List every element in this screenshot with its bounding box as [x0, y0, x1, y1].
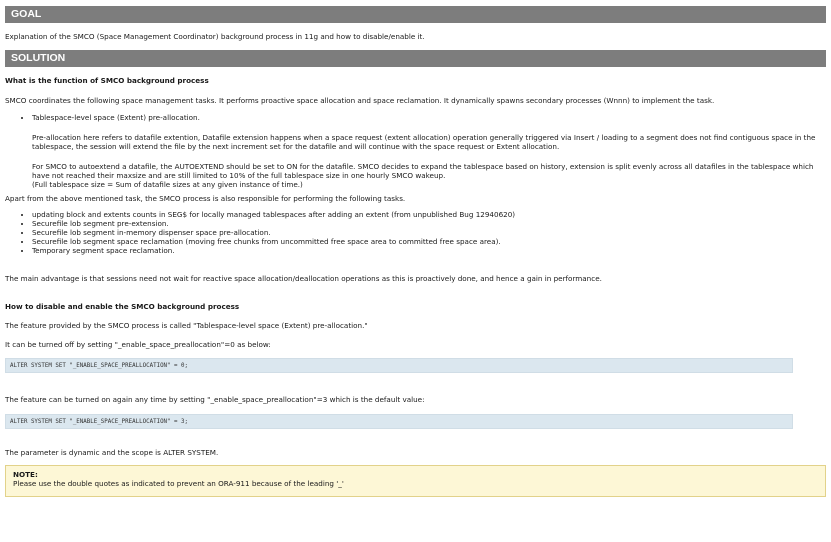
feature-text: The feature provided by the SMCO process is called "Tablespace-level space (Extent) pre-allocation." [5, 321, 368, 330]
solution-heading: SOLUTION [5, 50, 826, 67]
function-heading: What is the function of SMCO background process [5, 76, 209, 85]
list-item: • Securefile lob segment space reclamation (moving free chunks from uncommitted free space area to committed free space area). [32, 237, 826, 246]
goal-text: Explanation of the SMCO (Space Management Coordinator) background process in 11g and how to disable/enable it. [5, 32, 425, 41]
note-box [5, 465, 826, 497]
note-text: Please use the double quotes as indicated to prevent an ORA-911 because of the leading '_' [13, 479, 344, 488]
autoextend-paragraph: For SMCO to autoextend a datafile, the AUTOEXTEND should be set to ON for the datafile. SMCO decides to expand the tablespace based on history, extension is split evenly across all datafiles in the tablespace which have not reached their maxsize and are still limited to 10% of the full tablespace size in one hourly SMCO wakeup. [32, 162, 814, 180]
code-block-disable: ALTER SYSTEM SET "_ENABLE_SPACE_PREALLOCATION" = 0; [5, 358, 793, 373]
list-item: • Securefile lob segment pre-extension. [32, 219, 826, 228]
preallocation-list [5, 113, 826, 122]
note-title: NOTE: [13, 470, 38, 479]
tablespace-size-note: (Full tablespace size = Sum of datafile sizes at any given instance of time.) [32, 180, 303, 189]
dynamic-text: The parameter is dynamic and the scope is ALTER SYSTEM. [5, 448, 219, 457]
intro-text: SMCO coordinates the following space management tasks. It performs proactive space allocation and space reclamation. It dynamically spawns secondary processes (Wnnn) to implement the task. [5, 96, 715, 105]
list-item: • Securefile lob segment in-memory dispenser space pre-allocation. [32, 228, 826, 237]
disable-heading: How to disable and enable the SMCO background process [5, 302, 240, 311]
apart-text: Apart from the above mentioned task, the SMCO process is also responsible for performing the following tasks. [5, 194, 406, 203]
list-item: • updating block and extents counts in SEG$ for locally managed tablespaces after adding an extent (from unpublished Bug 12940620) [32, 210, 826, 219]
advantage-text: The main advantage is that sessions need not wait for reactive space allocation/deallocation operations as this is proactively done, and hence a gain in performance. [5, 274, 602, 283]
list-item: • Tablespace-level space (Extent) pre-allocation. [32, 113, 826, 122]
goal-heading: GOAL [5, 6, 826, 23]
preallocation-paragraph: Pre-allocation here refers to datafile extention, Datafile extension happens when a space request (extent allocation) operation generally triggered via Insert / loading to a segment does not find contiguous space in the tablespace, the session will extend the file by the next increment set for the datafile and will continue with the space request or Extent allocation. [32, 133, 816, 151]
off-text: It can be turned off by setting "_enable_space_preallocation"=0 as below: [5, 340, 271, 349]
on-text: The feature can be turned on again any time by setting "_enable_space_preallocation"=3 which is the default value: [5, 395, 425, 404]
code-block-enable: ALTER SYSTEM SET "_ENABLE_SPACE_PREALLOCATION" = 3; [5, 414, 793, 429]
tasks-list [5, 210, 826, 255]
list-item: • Temporary segment space reclamation. [32, 246, 826, 255]
